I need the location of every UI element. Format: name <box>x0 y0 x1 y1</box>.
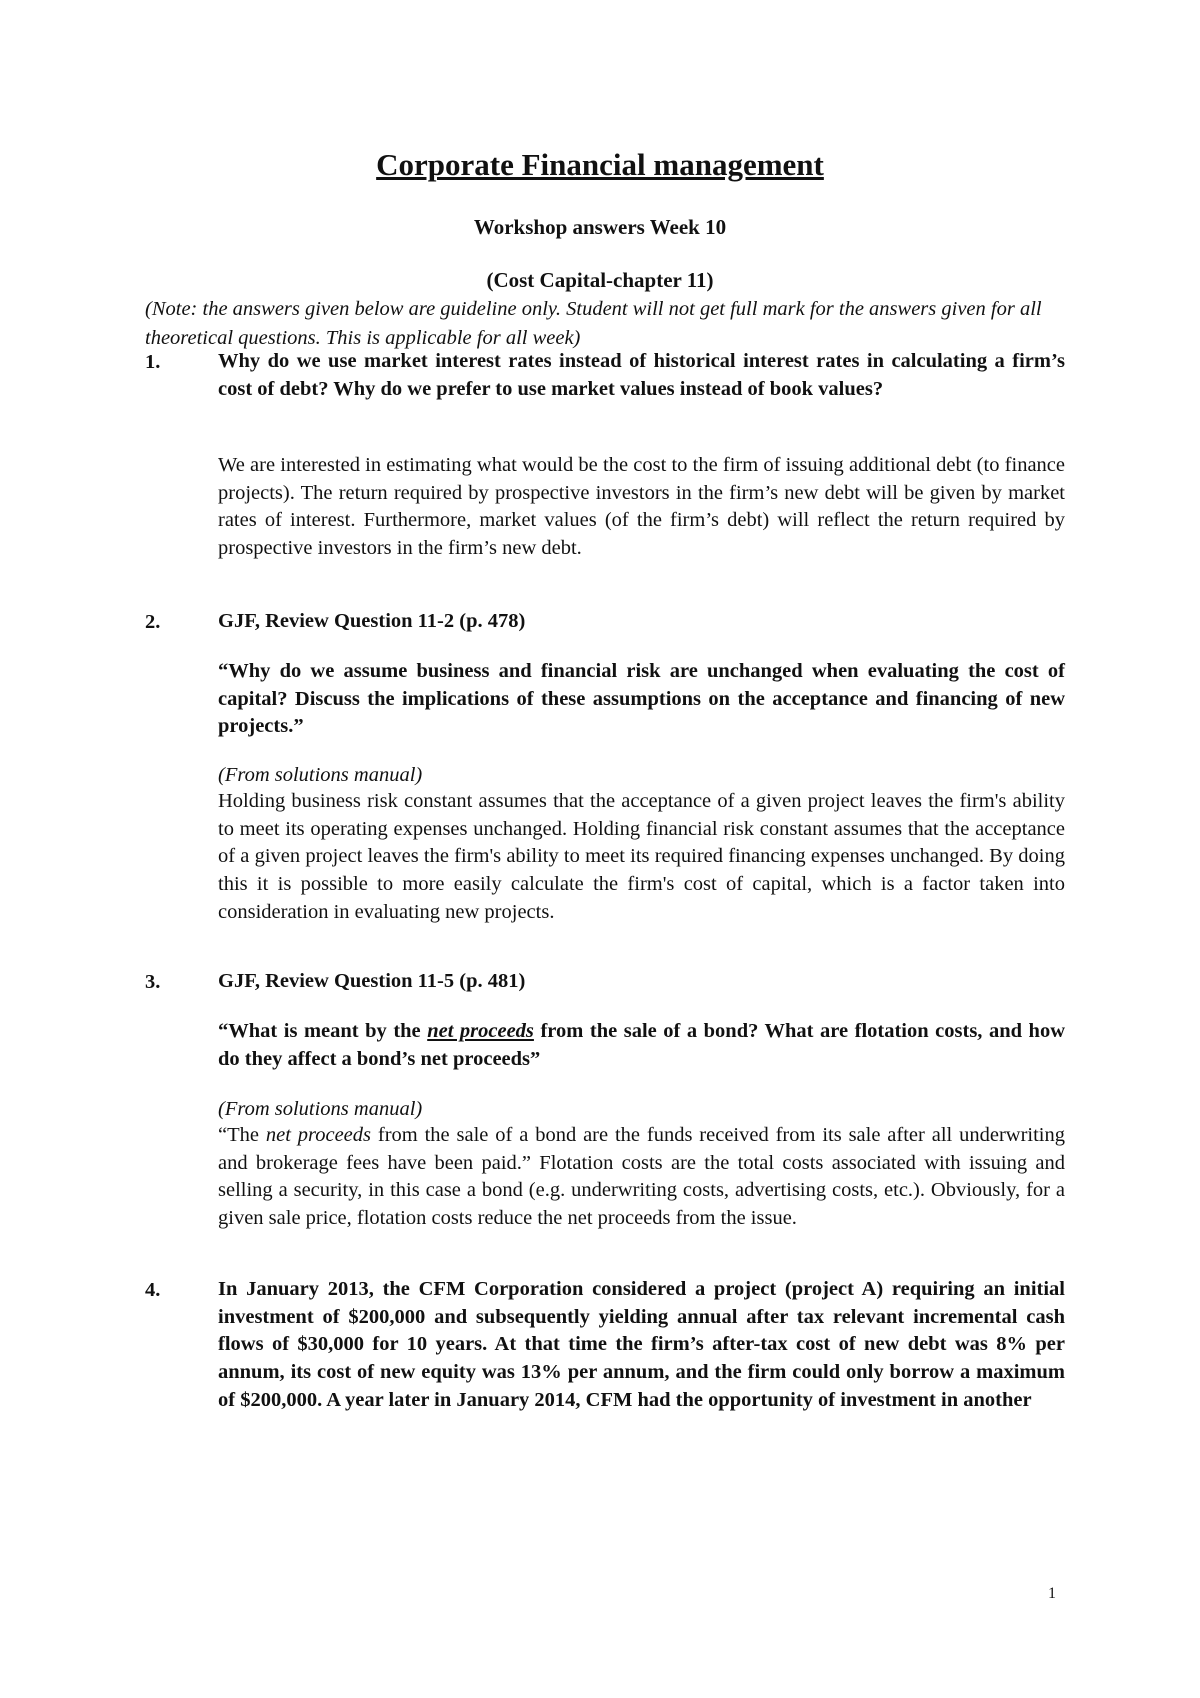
question-3-text-a: “What is meant by the <box>218 1020 428 1042</box>
question-3-text <box>218 1018 1065 1073</box>
question-3-source: (From solutions manual) <box>218 1098 423 1120</box>
question-2-reference: GJF, Review Question 11-2 (p. 478) <box>218 610 526 632</box>
question-4-text: In January 2013, the CFM Corporation considered a project (project A) requiring an initial investment of $200,000 and subsequently yielding annual after tax relevant incremental cash flows of $30,000 for 10 years. At that time the firm’s after-tax cost of new debt was 8% per annum, its cost of new equity was 13% per annum, and the firm could only borrow a maximum of $200,000. A year later in January 2014, CFM had the opportunity of investment in another <box>218 1278 1065 1411</box>
question-3-number: 3. <box>145 971 161 993</box>
question-1-text: Why do we use market interest rates instead of historical interest rates in calculating a firm’s cost of debt? Why do we prefer to use market values instead of book values? <box>218 350 1065 400</box>
question-3-emphasis: net proceeds <box>427 1020 534 1042</box>
question-2-number: 2. <box>145 611 161 633</box>
page-number: 1 <box>1048 1585 1056 1602</box>
question-3-text-b: from the sale of a bond? What are flotation costs, and how do they affect a bond’s net proceeds” <box>218 1020 1065 1070</box>
question-4-number: 4. <box>145 1279 161 1301</box>
question-3-answer-a: “The <box>218 1124 266 1146</box>
document-subtitle: Workshop answers Week 10 <box>473 215 727 239</box>
document-title: Corporate Financial management <box>376 147 824 182</box>
question-3-answer-emphasis: net proceeds <box>265 1124 372 1146</box>
question-2-source: (From solutions manual) <box>218 764 423 786</box>
question-3-answer <box>218 1122 1065 1233</box>
question-1-number: 1. <box>145 351 161 373</box>
guideline-note: (Note: the answers given below are guideline only. Student will not get full mark for the answers given for all theoretical questions. This is applicable for all week) <box>145 298 1042 349</box>
question-1-answer: We are interested in estimating what would be the cost to the firm of issuing additional debt (to finance projects). The return required by prospective investors in the firm’s new debt will be given by market rates of interest. Furthermore, market values (of the firm’s debt) will reflect the return required by prospective investors in the firm’s new debt. <box>218 454 1065 560</box>
question-2-text: “Why do we assume business and financial risk are unchanged when evaluating the cost of capital? Discuss the implications of these assumptions on the acceptance and financing of new projects.” <box>218 660 1065 738</box>
chapter-heading: (Cost Capital-chapter 11) <box>486 268 714 292</box>
question-3-reference: GJF, Review Question 11-5 (p. 481) <box>218 970 526 992</box>
question-2-answer: Holding business risk constant assumes that the acceptance of a given project leaves the firm's ability to meet its operating expenses unchanged. Holding financial risk constant assumes that the acceptance of a given project leaves the firm's ability to meet its required financing expenses unchanged. By doing this it is possible to more easily calculate the firm's cost of capital, which is a factor taken into consideration in evaluating new projects. <box>218 790 1065 923</box>
question-3-answer-b: from the sale of a bond are the funds received from its sale after all underwriting and brokerage fees have been paid.” Flotation costs are the total costs associated with issuing and selling a security, in this case a bond (e.g. underwriting costs, advertising costs, etc.). Obviously, for a given sale price, flotation costs reduce the net proceeds from the issue. <box>218 1124 1065 1230</box>
